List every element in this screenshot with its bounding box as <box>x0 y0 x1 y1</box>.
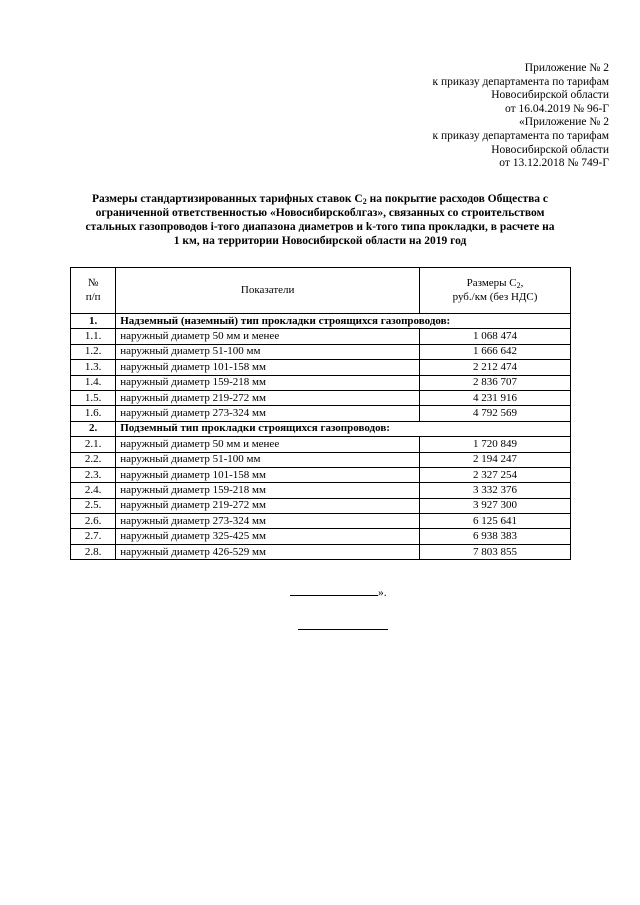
row-value: 1 068 474 <box>420 329 571 344</box>
header-value-text: Размеры С <box>466 277 517 289</box>
row-indicator: наружный диаметр 426-529 мм <box>116 544 420 559</box>
row-value: 2 836 707 <box>420 375 571 390</box>
row-num: 2.6. <box>71 514 116 529</box>
title-line <box>72 192 568 206</box>
table-row <box>71 483 571 498</box>
header-line: от 13.12.2018 № 749-Г <box>499 157 609 170</box>
row-num: 2.7. <box>71 529 116 544</box>
row-value: 6 938 383 <box>420 529 571 544</box>
row-num: 2.1. <box>71 437 116 452</box>
table-row <box>71 360 571 375</box>
section-num: 2. <box>71 421 116 436</box>
row-indicator: наружный диаметр 101-158 мм <box>116 467 420 482</box>
row-value: 7 803 855 <box>420 544 571 559</box>
header-line: к приказу департамента по тарифам <box>432 75 609 88</box>
header-indicator: Показатели <box>116 268 420 314</box>
row-indicator: наружный диаметр 51-100 мм <box>116 344 420 359</box>
header-value <box>420 268 571 314</box>
row-value: 3 332 376 <box>420 483 571 498</box>
title-subscript: 2 <box>362 197 367 206</box>
header-line: к приказу департамента по тарифам <box>432 129 609 142</box>
row-indicator: наружный диаметр 219-272 мм <box>116 498 420 513</box>
table-row <box>71 452 571 467</box>
row-num: 2.5. <box>71 498 116 513</box>
row-value: 1 720 849 <box>420 437 571 452</box>
closing-suffix: ». <box>378 587 387 599</box>
title-text: на покрытие расходов Общества с <box>366 193 549 205</box>
row-value: 4 231 916 <box>420 390 571 405</box>
row-num: 2.2. <box>71 452 116 467</box>
row-num: 1.5. <box>71 390 116 405</box>
table-row <box>71 344 571 359</box>
section-num: 1. <box>71 314 116 329</box>
row-value: 4 792 569 <box>420 406 571 421</box>
header-line: Приложение № 2 <box>524 62 609 74</box>
closing-rule <box>290 586 378 596</box>
row-indicator: наружный диаметр 159-218 мм <box>116 375 420 390</box>
row-indicator: наружный диаметр 50 мм и менее <box>116 329 420 344</box>
table-row <box>71 406 571 421</box>
table-row <box>71 467 571 482</box>
row-value: 3 927 300 <box>420 498 571 513</box>
row-value: 2 327 254 <box>420 467 571 482</box>
row-indicator: наружный диаметр 51-100 мм <box>116 452 420 467</box>
table-row <box>71 529 571 544</box>
document-title <box>72 192 568 248</box>
header-num-line2: п/п <box>85 290 101 303</box>
title-line: 1 км, на территории Новосибирской области на 2019 год <box>173 235 467 247</box>
header-line: Новосибирской области <box>491 143 609 156</box>
row-num: 1.4. <box>71 375 116 390</box>
row-indicator: наружный диаметр 219-272 мм <box>116 390 420 405</box>
table-row <box>71 544 571 559</box>
section-title: Надземный (наземный) тип прокладки строящихся газопроводов: <box>116 314 571 329</box>
row-indicator: наружный диаметр 101-158 мм <box>116 360 420 375</box>
row-num: 2.8. <box>71 544 116 559</box>
table-row <box>71 498 571 513</box>
row-num: 1.2. <box>71 344 116 359</box>
table-row <box>71 437 571 452</box>
rates-table <box>70 267 571 560</box>
row-num: 1.6. <box>71 406 116 421</box>
title-text: Размеры стандартизированных тарифных ставок С <box>91 193 363 205</box>
row-num: 2.3. <box>71 467 116 482</box>
table-row <box>71 375 571 390</box>
header-value-text: , <box>520 277 524 289</box>
row-indicator: наружный диаметр 50 мм и менее <box>116 437 420 452</box>
closing-mark <box>290 586 387 600</box>
row-indicator: наружный диаметр 159-218 мм <box>116 483 420 498</box>
section-title: Подземный тип прокладки строящихся газопроводов: <box>116 421 571 436</box>
header-value-subscript: 2 <box>516 281 521 290</box>
title-line: ограниченной ответственностью «Новосибирскоблгаз», связанных со строительством <box>95 207 545 219</box>
header-line: «Приложение № 2 <box>519 116 609 129</box>
appendix-header <box>432 62 609 171</box>
row-num: 2.4. <box>71 483 116 498</box>
header-num-line1: № <box>87 277 99 289</box>
table-row <box>71 514 571 529</box>
row-value: 1 666 642 <box>420 344 571 359</box>
section-row <box>71 421 571 436</box>
end-rule <box>298 629 388 630</box>
row-indicator: наружный диаметр 273-324 мм <box>116 406 420 421</box>
row-value: 6 125 641 <box>420 514 571 529</box>
header-line: Новосибирской области <box>491 89 609 102</box>
row-num: 1.1. <box>71 329 116 344</box>
row-indicator: наружный диаметр 325-425 мм <box>116 529 420 544</box>
row-indicator: наружный диаметр 273-324 мм <box>116 514 420 529</box>
title-line: стальных газопроводов i-того диапазона диаметров и k-того типа прокладки, в расчете на <box>85 221 555 233</box>
table-header-row <box>71 268 571 314</box>
row-value: 2 194 247 <box>420 452 571 467</box>
row-value: 2 212 474 <box>420 360 571 375</box>
header-value-unit: руб./км (без НДС) <box>452 290 538 303</box>
table-row <box>71 390 571 405</box>
header-num <box>71 268 116 314</box>
table-row <box>71 329 571 344</box>
header-line: от 16.04.2019 № 96-Г <box>505 102 609 115</box>
section-row <box>71 314 571 329</box>
row-num: 1.3. <box>71 360 116 375</box>
